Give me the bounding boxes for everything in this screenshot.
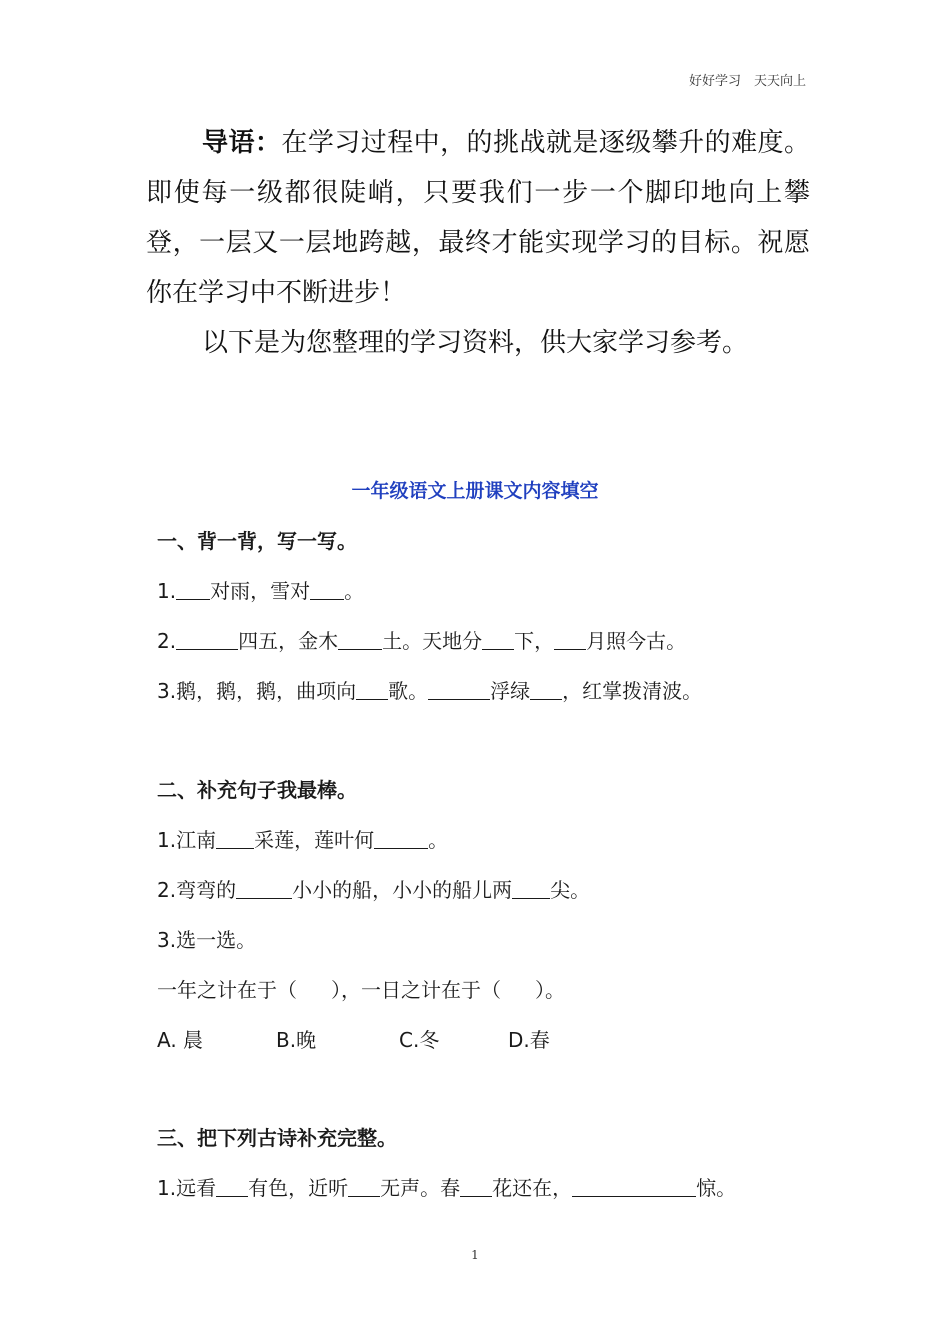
option-d: D.春 (508, 1028, 550, 1052)
intro-paragraph-1 (146, 118, 810, 318)
question-line: 1. 对雨，雪对 。 (157, 579, 365, 603)
intro-paragraph-2: 以下是为您整理的学习资料，供大家学习参考。 (202, 328, 749, 358)
fill-blank[interactable] (554, 627, 586, 650)
question-line: 1.远看 有色，近听 无声。春 花还在， 惊。 (157, 1176, 737, 1200)
page-header: 好好学习 天天向上 (688, 74, 806, 89)
section-3 (157, 1113, 817, 1213)
fill-blank[interactable] (216, 1174, 248, 1197)
section-heading: 一、背一背，写一写。 (157, 529, 357, 553)
fill-blank[interactable] (338, 627, 382, 650)
fill-blank[interactable] (216, 826, 254, 849)
fill-blank[interactable] (374, 826, 428, 849)
question-line: 2.弯弯的 小小的船，小小的船儿两 尖。 (157, 878, 591, 902)
intro-block (146, 118, 810, 368)
section-2 (157, 765, 817, 1065)
fill-blank[interactable] (236, 876, 292, 899)
fill-blank[interactable] (482, 627, 514, 650)
section-heading: 二、补充句子我最棒。 (157, 778, 357, 802)
fill-blank[interactable] (572, 1174, 696, 1197)
option-a: A. 晨 (157, 1028, 204, 1052)
fill-blank[interactable] (512, 876, 550, 899)
page-number: 1 (471, 1248, 479, 1262)
fill-blank[interactable] (530, 677, 562, 700)
intro-text: 在学习过程中，的挑战就是逐级攀升的难度。即使每一级都很陡峭，只要我们一步一个脚印地向上攀登，一层又一层地跨越，最终才能实现学习的目标。祝愿你在学习中不断进步！ (146, 128, 810, 308)
fill-blank[interactable] (356, 677, 388, 700)
options-line (157, 1015, 817, 1065)
fill-blank[interactable] (348, 1174, 380, 1197)
worksheet-title: 一年级语文上册课文内容填空 (351, 480, 599, 502)
fill-blank[interactable] (310, 577, 344, 600)
question-line: 3.选一选。 (157, 928, 257, 952)
question-line: 一年之计在于（ ），一日之计在于（ ）。 (157, 978, 565, 1002)
section-1 (157, 516, 817, 716)
question-line: 1.江南 采莲，莲叶何 。 (157, 828, 449, 852)
question-line: 3.鹅，鹅，鹅，曲项向 歌。 浮绿 ，红掌拨清波。 (157, 679, 703, 703)
question-line: 2. 四五，金木 土。天地分 下， 月照今古。 (157, 629, 687, 653)
fill-blank[interactable] (176, 627, 238, 650)
intro-lead: 导语： (202, 128, 282, 158)
fill-blank[interactable] (428, 677, 490, 700)
fill-blank[interactable] (460, 1174, 492, 1197)
option-c: C.冬 (399, 1028, 440, 1052)
option-b: B.晚 (276, 1028, 317, 1052)
fill-blank[interactable] (176, 577, 210, 600)
section-heading: 三、把下列古诗补充完整。 (157, 1126, 397, 1150)
